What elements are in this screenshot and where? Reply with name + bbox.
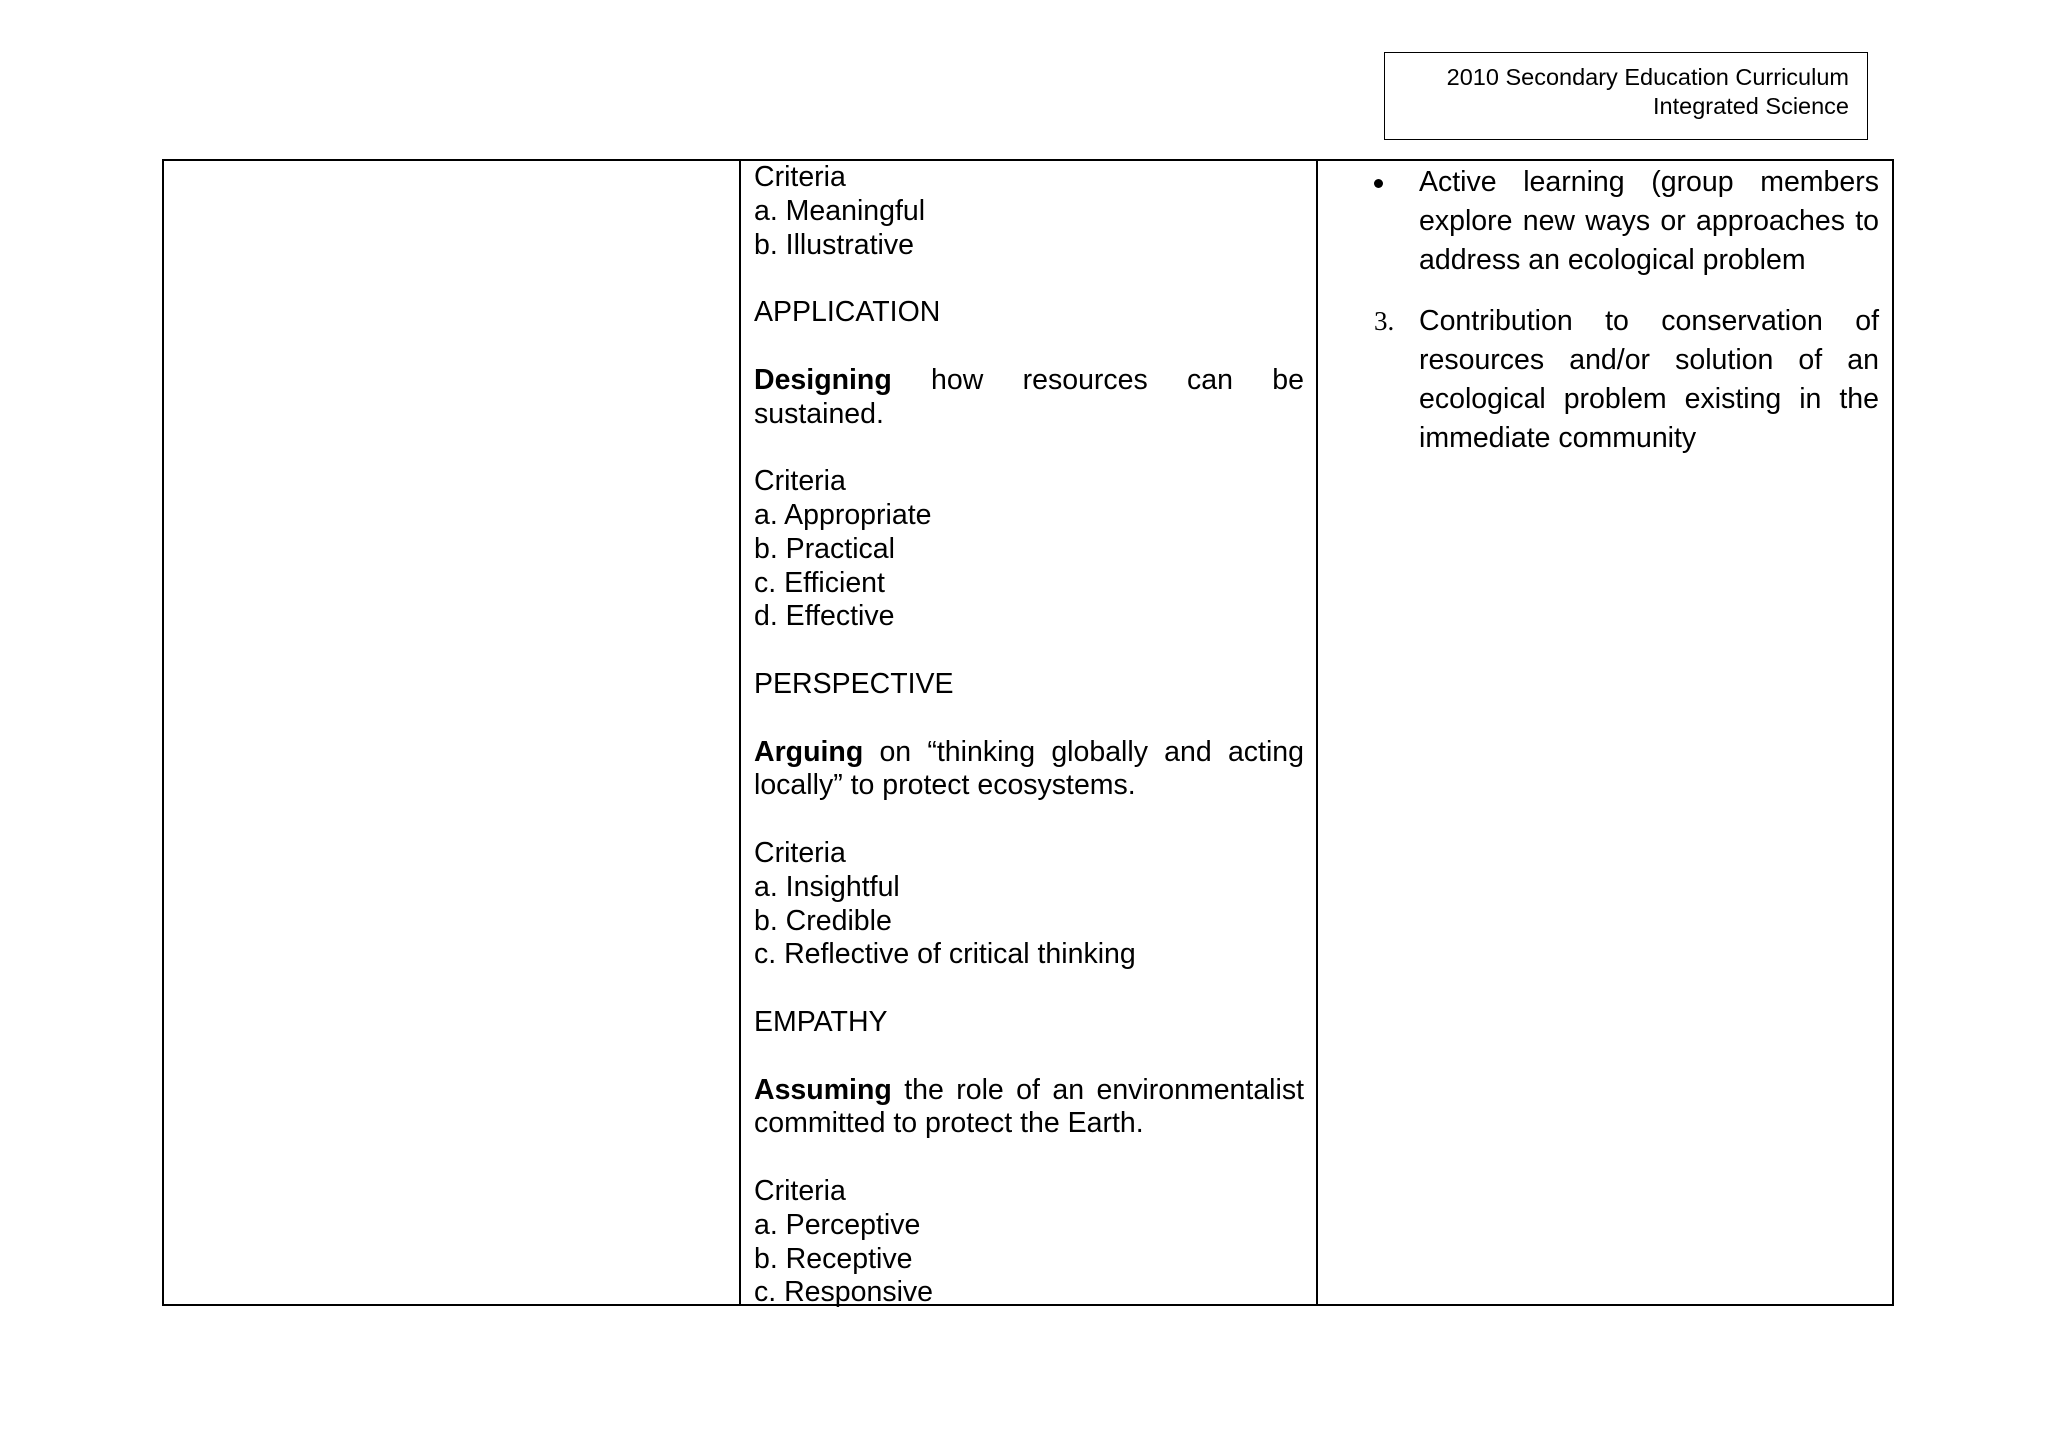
table-column-left <box>164 161 741 1304</box>
section-application <box>754 296 1304 634</box>
criteria-label: Criteria <box>754 465 846 498</box>
criteria-item: d. Effective <box>754 600 895 633</box>
criteria-item: c. Efficient <box>754 566 885 599</box>
bullet-list-item <box>1318 163 1879 280</box>
criteria-item: c. Reflective of critical thinking <box>754 938 1136 971</box>
task-text: on “thinking globally and acting locally” to protect ecosystems. <box>754 735 1304 802</box>
task-text: the role of an environmentalist committed to protect the Earth. <box>754 1073 1304 1140</box>
task-description <box>754 1074 1304 1142</box>
table-column-assessment <box>741 161 1318 1309</box>
numbered-list-item <box>1318 302 1879 458</box>
criteria-item: a. Insightful <box>754 870 900 903</box>
criteria-item: b. Credible <box>754 904 892 937</box>
section-heading: APPLICATION <box>754 296 941 329</box>
task-description <box>754 364 1304 432</box>
criteria-item: a. Perceptive <box>754 1208 921 1241</box>
criteria-label: Criteria <box>754 161 846 193</box>
task-text: how resources can be sustained. <box>754 363 1304 430</box>
criteria-block-understanding <box>754 161 1304 262</box>
header-curriculum-title: 2010 Secondary Education Curriculum <box>1446 64 1849 90</box>
header-subject-title: Integrated Science <box>1653 93 1849 119</box>
section-heading: PERSPECTIVE <box>754 667 954 700</box>
document-header-box <box>1384 52 1868 140</box>
task-verb: Assuming <box>754 1073 892 1106</box>
criteria-label: Criteria <box>754 1174 846 1207</box>
criteria-item: b. Practical <box>754 532 895 565</box>
products-list <box>1318 163 1879 458</box>
criteria-item: b. Receptive <box>754 1242 913 1275</box>
task-verb: Arguing <box>754 735 864 768</box>
task-verb: Designing <box>754 363 892 396</box>
criteria-item: a. Meaningful <box>754 194 926 227</box>
section-empathy <box>754 1006 1304 1310</box>
criteria-item: b. Illustrative <box>754 228 914 261</box>
section-perspective <box>754 668 1304 972</box>
criteria-item: c. Responsive <box>754 1276 934 1309</box>
list-item-text: Active learning (group members explore new ways or approaches to address an ecological problem <box>1419 166 1879 276</box>
curriculum-table <box>162 159 1894 1309</box>
criteria-item: a. Appropriate <box>754 498 932 531</box>
task-description <box>754 736 1304 804</box>
bullet-icon <box>1374 179 1383 188</box>
list-item-text: Contribution to conservation of resources and/or solution of an ecological problem existing in the immediate community <box>1419 305 1879 454</box>
table-column-products <box>1318 161 1892 1304</box>
criteria-label: Criteria <box>754 836 846 869</box>
section-heading: EMPATHY <box>754 1005 888 1038</box>
list-number: 3. <box>1374 306 1395 336</box>
